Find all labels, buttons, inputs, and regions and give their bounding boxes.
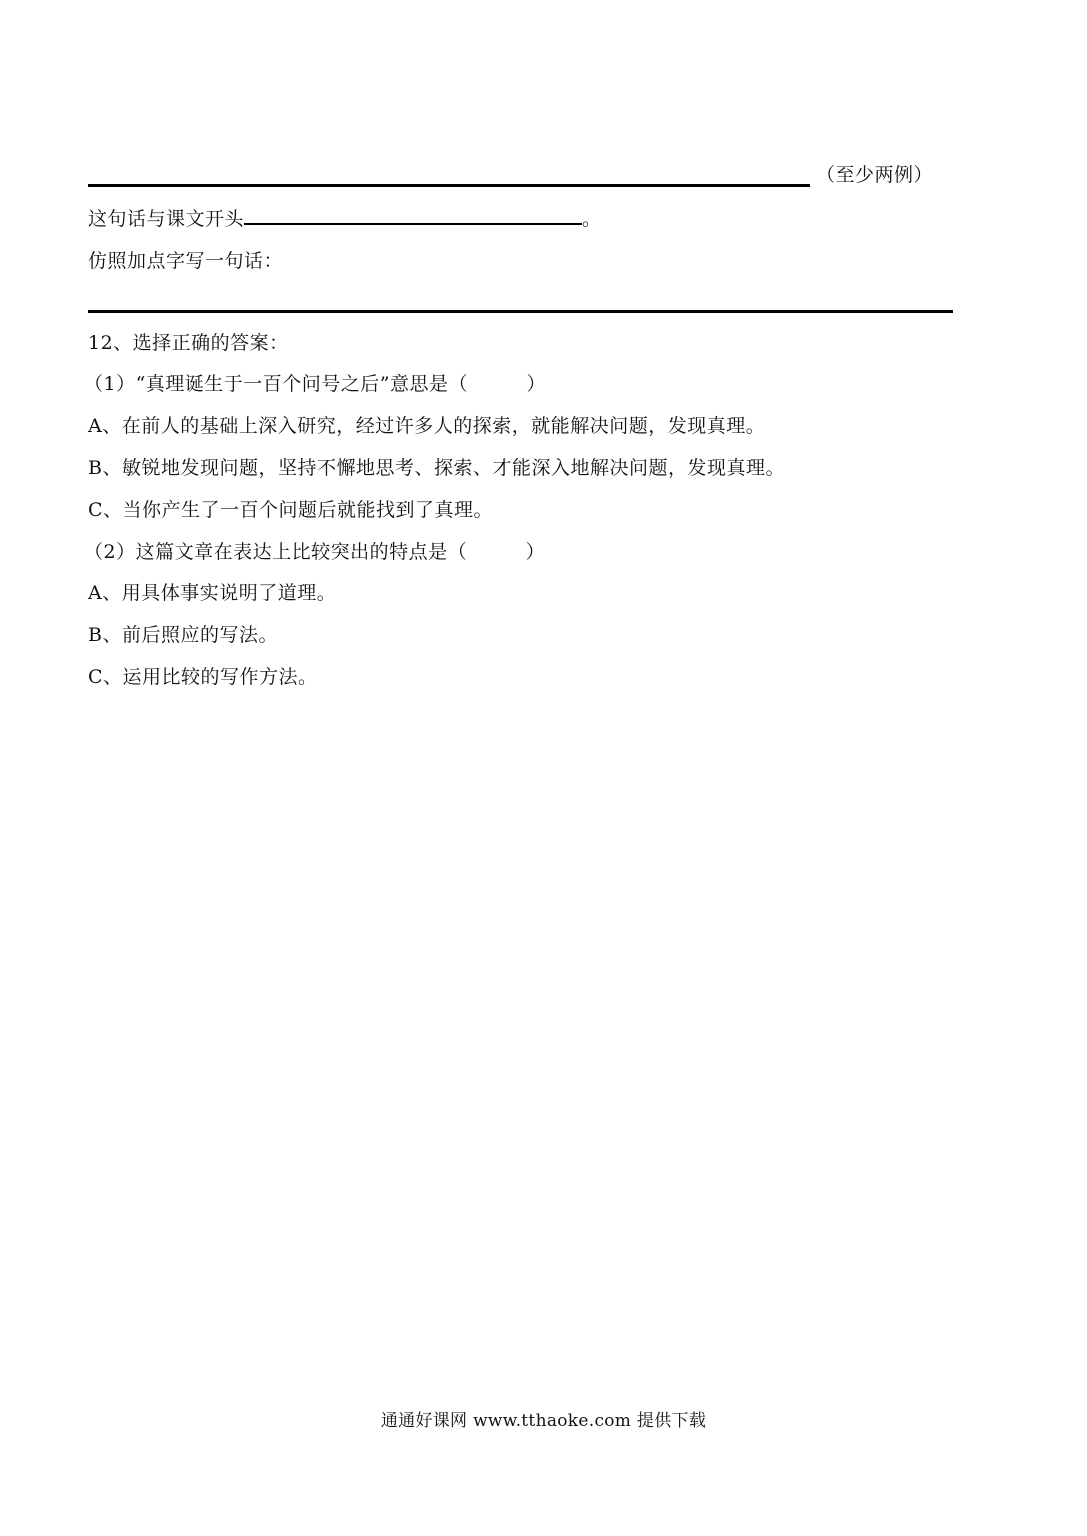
- q12-part2-option-a: A、用具体事实说明了道理。: [88, 582, 337, 604]
- q12-part1-option-c: C、当你产生了一百个问题后就能找到了真理。: [88, 499, 494, 521]
- opening-relation-period: 。: [582, 208, 602, 230]
- opening-relation-line: [88, 205, 602, 231]
- q12-title: 12、选择正确的答案：: [88, 332, 289, 354]
- q12-part1-option-a: A、在前人的基础上深入研究，经过许多人的探索，就能解决问题，发现真理。: [88, 415, 766, 437]
- hint-at-least-two: （至少两例）: [816, 164, 934, 186]
- q12-part1-option-b: B、敏锐地发现问题，坚持不懈地思考、探索、才能深入地解决问题，发现真理。: [88, 457, 785, 479]
- footer-source: 通通好课网 www.tthaoke.com 提供下载: [380, 1411, 707, 1431]
- answer-line-2: [88, 310, 953, 313]
- opening-relation-label: 这句话与课文开头: [88, 208, 245, 230]
- q12-part2-option-b: B、前后照应的写法。: [88, 624, 278, 646]
- imitate-prompt: 仿照加点字写一句话：: [88, 250, 284, 272]
- q12-part1-question: （1）“真理诞生于一百个问号之后”意思是（ ）: [84, 373, 547, 395]
- fill-in-blank[interactable]: [244, 205, 582, 225]
- answer-line-1: [88, 184, 810, 187]
- q12-part2-question: （2）这篇文章在表达上比较突出的特点是（ ）: [84, 541, 546, 563]
- q12-part2-option-c: C、运用比较的写作方法。: [88, 666, 318, 688]
